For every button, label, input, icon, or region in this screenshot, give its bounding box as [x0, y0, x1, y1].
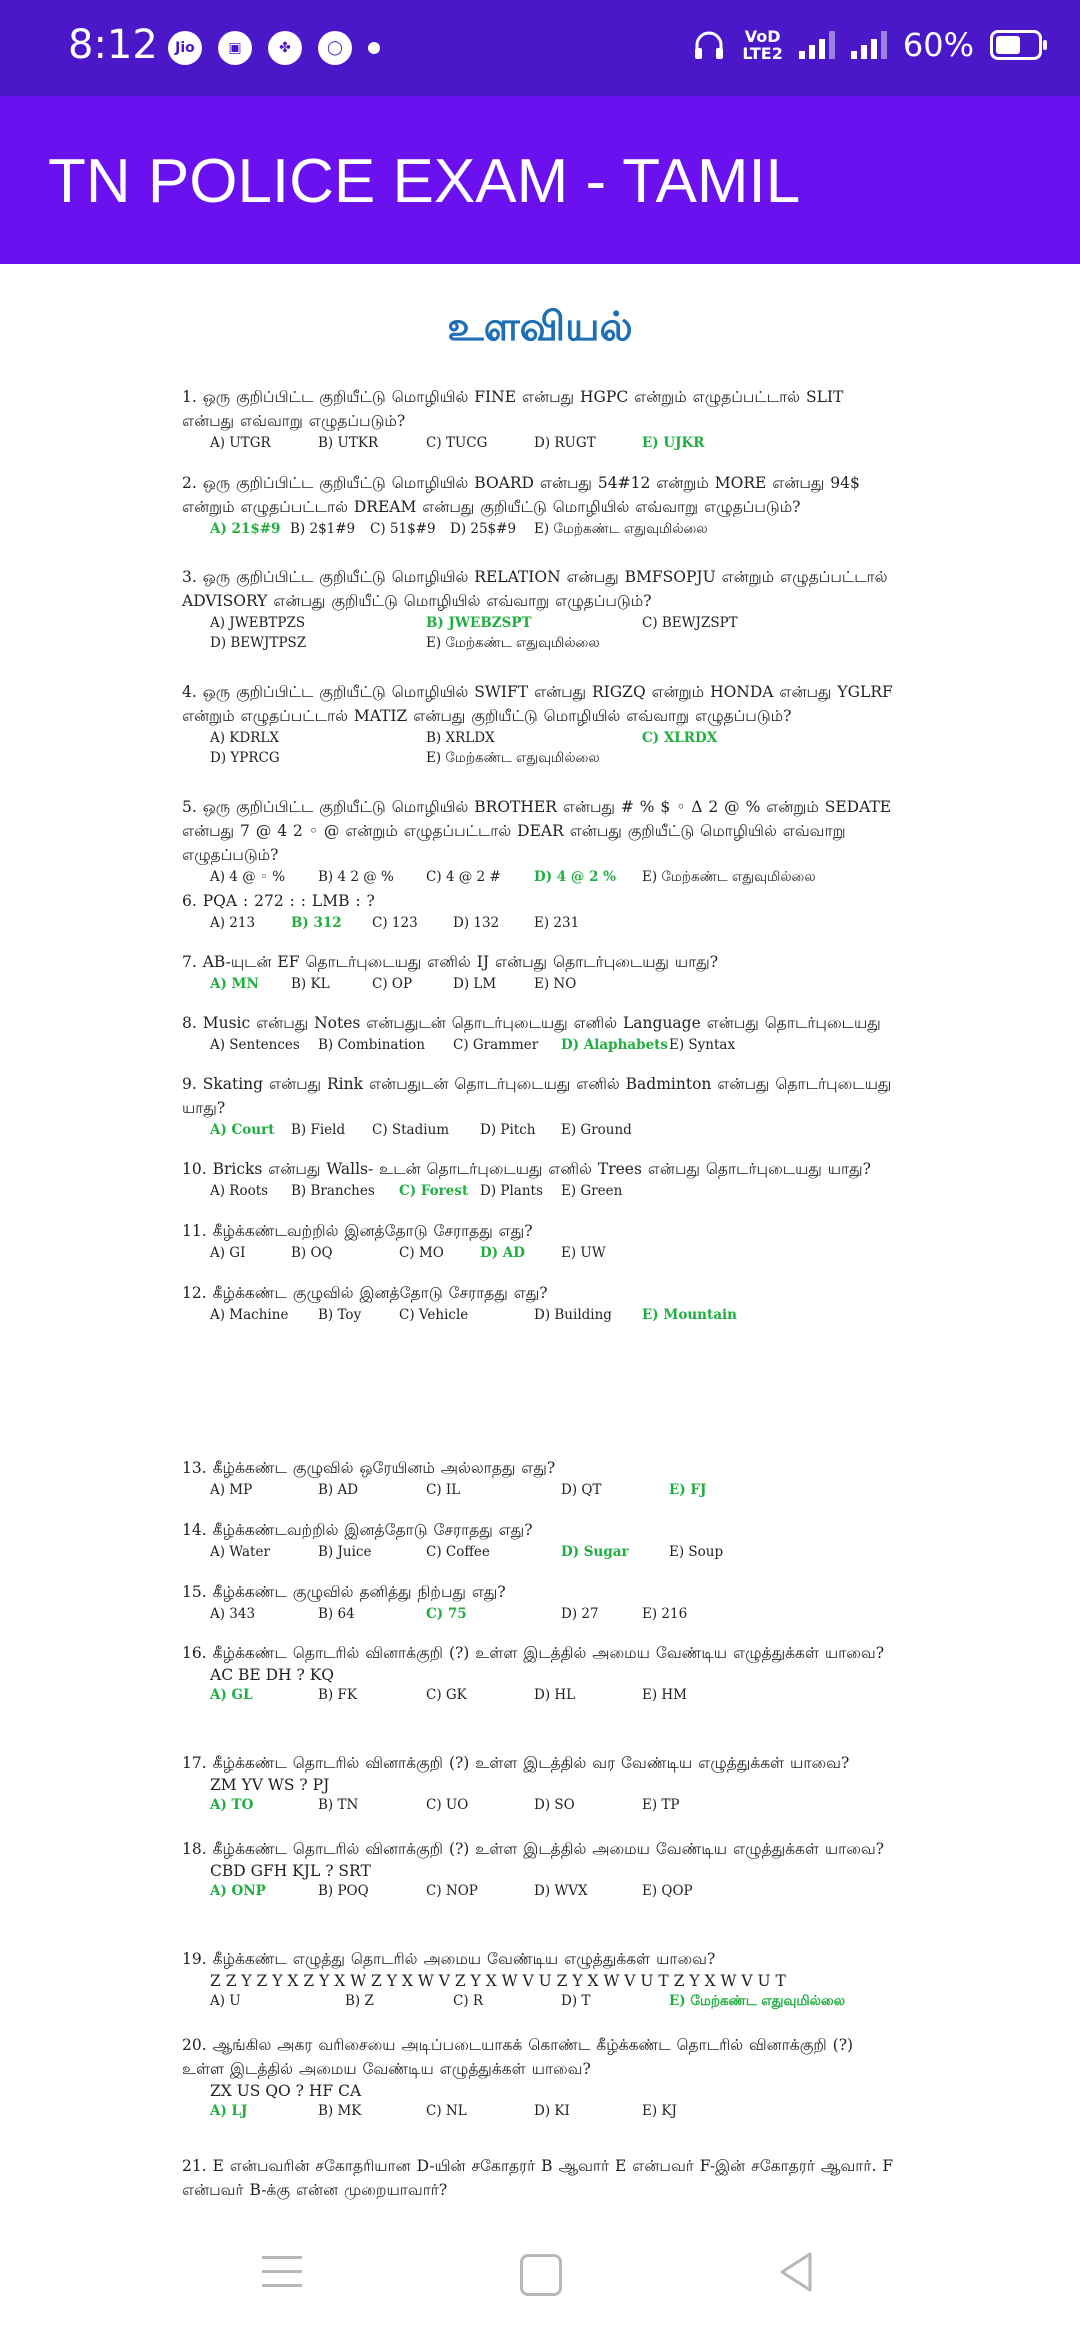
answer-option: C) R: [453, 1993, 484, 2009]
battery-fill: [996, 36, 1020, 54]
question-text: 3. ஒரு குறிப்பிட்ட குறியீட்டு மொழியில் RELATION என்பது BMFSOPJU என்றும் எழுதப்பட்டால் ADVISORY என்பது குறியீட்டு மொழியில் எவ்வாறு எழுதப்படும்?: [182, 568, 888, 610]
question-text: 4. ஒரு குறிப்பிட்ட குறியீட்டு மொழியில் SWIFT என்பது RIGZQ என்றும் HONDA என்பது YGLRF என்றும் எழுதப்பட்டால் MATIZ என்பது குறியீட்டு மொழியில் எவ்வாறு எழுதப்படும்?: [182, 683, 893, 725]
question-text: 16. கீழ்க்கண்ட தொடரில் வினாக்குறி (?) உள்ள இடத்தில் அமைய வேண்டிய எழுத்துக்கள் யாவை?: [182, 1644, 885, 1662]
answer-option: C) NL: [426, 2103, 467, 2119]
options-row: [210, 633, 894, 653]
options-row: [210, 1685, 894, 1705]
question-21: [182, 2154, 894, 2202]
options-row: [210, 1795, 894, 1815]
answer-option: E) Green: [561, 1183, 623, 1199]
question-16: [182, 1641, 894, 1705]
question-11: [182, 1219, 894, 1263]
back-icon[interactable]: [776, 2250, 816, 2294]
question-9: [182, 1072, 894, 1140]
correct-answer-option: B) 312: [291, 915, 342, 931]
question-series: Z Z Y Z Y X Z Y X W Z Y X W V Z Y X W V U Z Y X W V U T Z Y X W V U T: [210, 1972, 786, 1990]
question-text: 7. AB-யுடன் EF தொடர்புடையது எனில் IJ என்பது தொடர்புடையது யாது?: [182, 953, 719, 971]
options-row: [210, 519, 894, 539]
answer-option: B) Z: [345, 1993, 374, 2009]
status-time: 8:12: [68, 22, 158, 68]
answer-option: A) 343: [210, 1606, 256, 1622]
answer-option: B) XRLDX: [426, 730, 495, 746]
options-row: [210, 1035, 894, 1055]
options-row: [210, 974, 894, 994]
answer-option: A) Sentences: [210, 1037, 300, 1053]
options-row: [210, 1604, 894, 1624]
options-row: [210, 1243, 894, 1263]
app-bar: [0, 96, 1080, 264]
answer-option: D) 25$#9: [450, 521, 517, 537]
answer-option: D) RUGT: [534, 435, 596, 451]
signal-1-icon: [799, 31, 835, 59]
question-14: [182, 1518, 894, 1562]
question-6: [182, 889, 894, 933]
answer-option: D) BEWJTPSZ: [210, 635, 307, 651]
answer-option: B) 4 2 @ %: [318, 869, 394, 885]
briefcase-icon: ▣: [218, 31, 252, 65]
answer-option: B) POQ: [318, 1883, 369, 1899]
answer-option: C) Stadium: [372, 1122, 450, 1138]
answer-option: E) 231: [534, 915, 580, 931]
answer-option: C) MO: [399, 1245, 444, 1261]
correct-answer-option: D) Alaphabets: [561, 1037, 669, 1053]
answer-option: E) Ground: [561, 1122, 632, 1138]
document-title: உளவியல்: [447, 304, 633, 350]
answer-option: E) TP: [642, 1797, 680, 1813]
options-row: [210, 728, 894, 748]
question-text: 18. கீழ்க்கண்ட தொடரில் வினாக்குறி (?) உள்ள இடத்தில் அமைய வேண்டிய எழுத்துக்கள் யாவை?: [182, 1840, 885, 1858]
answer-option: E) 216: [642, 1606, 688, 1622]
question-19: [182, 1947, 894, 2011]
correct-answer-option: A) MN: [210, 976, 259, 992]
answer-option: C) IL: [426, 1482, 461, 1498]
answer-option: D) Pitch: [480, 1122, 536, 1138]
correct-answer-option: E) UJKR: [642, 435, 705, 451]
correct-answer-option: E) FJ: [669, 1482, 707, 1498]
answer-option: B) 2$1#9: [290, 521, 356, 537]
answer-option: E) மேற்கண்ட எதுவுமில்லை: [426, 750, 600, 766]
headset-icon: [692, 28, 726, 62]
answer-option: B) Branches: [291, 1183, 375, 1199]
question-8: [182, 1011, 894, 1055]
answer-option: C) 4 @ 2 #: [426, 869, 501, 885]
question-series: CBD GFH KJL ? SRT: [210, 1862, 371, 1880]
answer-option: E) மேற்கண்ட எதுவுமில்லை: [534, 521, 708, 537]
answer-option: D) SO: [534, 1797, 575, 1813]
options-row: [210, 1991, 894, 2011]
answer-option: B) OQ: [291, 1245, 333, 1261]
answer-option: D) LM: [453, 976, 497, 992]
answer-option: E) UW: [561, 1245, 606, 1261]
home-icon[interactable]: [520, 2254, 562, 2296]
correct-answer-option: A) ONP: [210, 1883, 266, 1899]
answer-option: D) T: [561, 1993, 591, 2009]
correct-answer-option: E) மேற்கண்ட எதுவுமில்லை: [669, 1993, 845, 2009]
answer-option: B) KL: [291, 976, 330, 992]
answer-option: A) Water: [210, 1544, 270, 1560]
answer-option: D) Plants: [480, 1183, 543, 1199]
correct-answer-option: C) XLRDX: [642, 730, 718, 746]
options-row: [210, 913, 894, 933]
answer-option: C) 51$#9: [370, 521, 436, 537]
answer-option: C) Coffee: [426, 1544, 490, 1560]
pinwheel-icon: ✤: [268, 31, 302, 65]
question-text: 1. ஒரு குறிப்பிட்ட குறியீட்டு மொழியில் FINE என்பது HGPC என்றும் எழுதப்பட்டால் SLIT என்பது எவ்வாறு எழுதப்படும்?: [182, 388, 844, 430]
signal-2-icon: [851, 31, 887, 59]
navigation-bar: [0, 2220, 1080, 2340]
answer-option: E) QOP: [642, 1883, 693, 1899]
answer-option: A) Machine: [210, 1307, 289, 1323]
question-text: 20. ஆங்கில அகர வரிசையை அடிப்படையாகக் கொண்ட கீழ்க்கண்ட தொடரில் வினாக்குறி (?) உள்ள இடத்தில் அமைய வேண்டிய எழுத்துக்கள் யாவை?: [182, 2036, 854, 2078]
answer-option: B) FK: [318, 1687, 357, 1703]
question-text: 9. Skating என்பது Rink என்பதுடன் தொடர்புடையது எனில் Badminton என்பது தொடர்புடையது யாது?: [182, 1075, 892, 1117]
question-text: 8. Music என்பது Notes என்பதுடன் தொடர்புடையது எனில் Language என்பது தொடர்புடையது: [182, 1014, 881, 1032]
question-series: AC BE DH ? KQ: [210, 1666, 335, 1684]
volte-indicator: VoD LTE2: [742, 27, 783, 63]
options-row: [210, 1305, 894, 1325]
question-12: [182, 1281, 894, 1325]
question-3: [182, 565, 894, 653]
question-text: 5. ஒரு குறிப்பிட்ட குறியீட்டு மொழியில் BROTHER என்பது # % $ ◦ Δ 2 @ % என்றும் SEDATE என்பது 7 @ 4 2 ◦ @ என்றும் எழுதப்பட்டால் DEAR என்பது குறியீட்டு மொழியில் எவ்வாறு எழுதப்படும்?: [182, 798, 892, 864]
document-page[interactable]: [0, 264, 1080, 2220]
answer-option: B) UTKR: [318, 435, 379, 451]
answer-option: B) Combination: [318, 1037, 426, 1053]
question-text: 15. கீழ்க்கண்ட குழுவில் தனித்து நிற்பது எது?: [182, 1583, 506, 1601]
recent-apps-icon[interactable]: [262, 2256, 302, 2296]
answer-option: A) GI: [210, 1245, 246, 1261]
correct-answer-option: C) Forest: [399, 1183, 469, 1199]
answer-option: A) 213: [210, 915, 256, 931]
answer-option: C) 123: [372, 915, 418, 931]
o-icon: ◯: [318, 31, 352, 65]
question-17: [182, 1751, 894, 1815]
answer-option: B) Juice: [318, 1544, 372, 1560]
options-row: [210, 1181, 894, 1201]
correct-answer-option: B) JWEBZSPT: [426, 615, 532, 631]
options-row: [210, 1881, 894, 1901]
options-row: [210, 1120, 894, 1140]
question-10: [182, 1157, 894, 1201]
answer-option: B) 64: [318, 1606, 355, 1622]
question-text: 19. கீழ்க்கண்ட எழுத்து தொடரில் அமைய வேண்டிய எழுத்துக்கள் யாவை?: [182, 1950, 716, 1968]
question-text: 14. கீழ்க்கண்டவற்றில் இனத்தோடு சேராதது எது?: [182, 1521, 533, 1539]
question-series: ZX US QO ? HF CA: [210, 2082, 362, 2100]
correct-answer-option: A) 21$#9: [210, 521, 281, 537]
answer-option: C) OP: [372, 976, 413, 992]
answer-option: D) KI: [534, 2103, 570, 2119]
options-row: [210, 748, 894, 768]
correct-answer-option: A) GL: [210, 1687, 253, 1703]
answer-option: C) TUCG: [426, 435, 488, 451]
answer-option: D) QT: [561, 1482, 602, 1498]
answer-option: A) MP: [210, 1482, 253, 1498]
answer-option: C) UO: [426, 1797, 469, 1813]
question-5: [182, 795, 894, 887]
question-text: 11. கீழ்க்கண்டவற்றில் இனத்தோடு சேராதது எது?: [182, 1222, 533, 1240]
correct-answer-option: D) AD: [480, 1245, 525, 1261]
correct-answer-option: D) 4 @ 2 %: [534, 869, 617, 885]
correct-answer-option: A) LJ: [210, 2103, 248, 2119]
question-20: [182, 2033, 894, 2121]
answer-option: C) NOP: [426, 1883, 478, 1899]
question-18: [182, 1837, 894, 1901]
answer-option: B) TN: [318, 1797, 359, 1813]
answer-option: E) KJ: [642, 2103, 677, 2119]
correct-answer-option: E) Mountain: [642, 1307, 737, 1323]
question-15: [182, 1580, 894, 1624]
answer-option: D) 132: [453, 915, 500, 931]
correct-answer-option: A) Court: [210, 1122, 275, 1138]
options-row: [210, 1542, 894, 1562]
app-title: TN POLICE EXAM - TAMIL: [48, 147, 801, 216]
options-row: [210, 433, 894, 453]
answer-option: D) WVX: [534, 1883, 588, 1899]
answer-option: D) 27: [561, 1606, 599, 1622]
jio-icon: Jio: [168, 31, 202, 65]
answer-option: C) GK: [426, 1687, 467, 1703]
options-row: [210, 1480, 894, 1500]
question-text: 6. PQA : 272 : : LMB : ?: [182, 892, 375, 910]
battery-icon: [990, 30, 1042, 60]
answer-option: A) U: [210, 1993, 241, 2009]
correct-answer-option: D) Sugar: [561, 1544, 629, 1560]
question-1: [182, 385, 894, 453]
answer-option: E) Soup: [669, 1544, 724, 1560]
answer-option: E) HM: [642, 1687, 688, 1703]
options-row: [210, 613, 894, 633]
answer-option: E) மேற்கண்ட எதுவுமில்லை: [426, 635, 600, 651]
notification-dot-icon: [368, 42, 380, 54]
answer-option: C) Grammer: [453, 1037, 539, 1053]
question-text: 13. கீழ்க்கண்ட குழுவில் ஒரேயினம் அல்லாதது எது?: [182, 1459, 556, 1477]
question-text: 2. ஒரு குறிப்பிட்ட குறியீட்டு மொழியில் BOARD என்பது 54#12 என்றும் MORE என்பது 94$ என்றும் எழுதப்பட்டால் DREAM என்பது குறியீட்டு மொழியில் எவ்வாறு எழுதப்படும்?: [182, 474, 860, 516]
answer-option: C) BEWJZSPT: [642, 615, 738, 631]
answer-option: E) மேற்கண்ட எதுவுமில்லை: [642, 869, 816, 885]
question-text: 10. Bricks என்பது Walls- உடன் தொடர்புடையது எனில் Trees என்பது தொடர்புடையது யாது?: [182, 1160, 871, 1178]
answer-option: D) Building: [534, 1307, 612, 1323]
question-text: 17. கீழ்க்கண்ட தொடரில் வினாக்குறி (?) உள்ள இடத்தில் வர வேண்டிய எழுத்துக்கள் யாவை?: [182, 1754, 850, 1772]
answer-option: A) UTGR: [210, 435, 271, 451]
correct-answer-option: A) TO: [210, 1797, 254, 1813]
answer-option: C) Vehicle: [399, 1307, 469, 1323]
answer-option: B) MK: [318, 2103, 362, 2119]
question-13: [182, 1456, 894, 1500]
question-2: [182, 471, 894, 539]
status-left-icons: [168, 40, 380, 65]
status-bar: [0, 0, 1080, 96]
correct-answer-option: C) 75: [426, 1606, 467, 1622]
answer-option: A) KDRLX: [210, 730, 279, 746]
answer-option: B) Toy: [318, 1307, 362, 1323]
answer-option: A) JWEBTPZS: [210, 615, 306, 631]
battery-percent: 60%: [902, 26, 974, 64]
answer-option: B) AD: [318, 1482, 359, 1498]
options-row: [210, 2101, 894, 2121]
answer-option: D) HL: [534, 1687, 576, 1703]
question-7: [182, 950, 894, 994]
status-right-icons: [692, 26, 1042, 64]
answer-option: E) Syntax: [669, 1037, 736, 1053]
answer-option: E) NO: [534, 976, 577, 992]
question-text: 12. கீழ்க்கண்ட குழுவில் இனத்தோடு சேராதது எது?: [182, 1284, 548, 1302]
answer-option: A) Roots: [210, 1183, 269, 1199]
answer-option: B) Field: [291, 1122, 346, 1138]
answer-option: A) 4 @ ◦ %: [210, 869, 286, 885]
question-text: 21. E என்பவரின் சகோதரியான D-யின் சகோதரர் B ஆவார் E என்பவர் F-இன் சகோதரர் ஆவார். F என்பவர் B-க்கு என்ன முறையாவார்?: [182, 2157, 894, 2199]
question-4: [182, 680, 894, 768]
question-series: ZM YV WS ? PJ: [210, 1776, 330, 1794]
options-row: [210, 867, 894, 887]
answer-option: D) YPRCG: [210, 750, 280, 766]
